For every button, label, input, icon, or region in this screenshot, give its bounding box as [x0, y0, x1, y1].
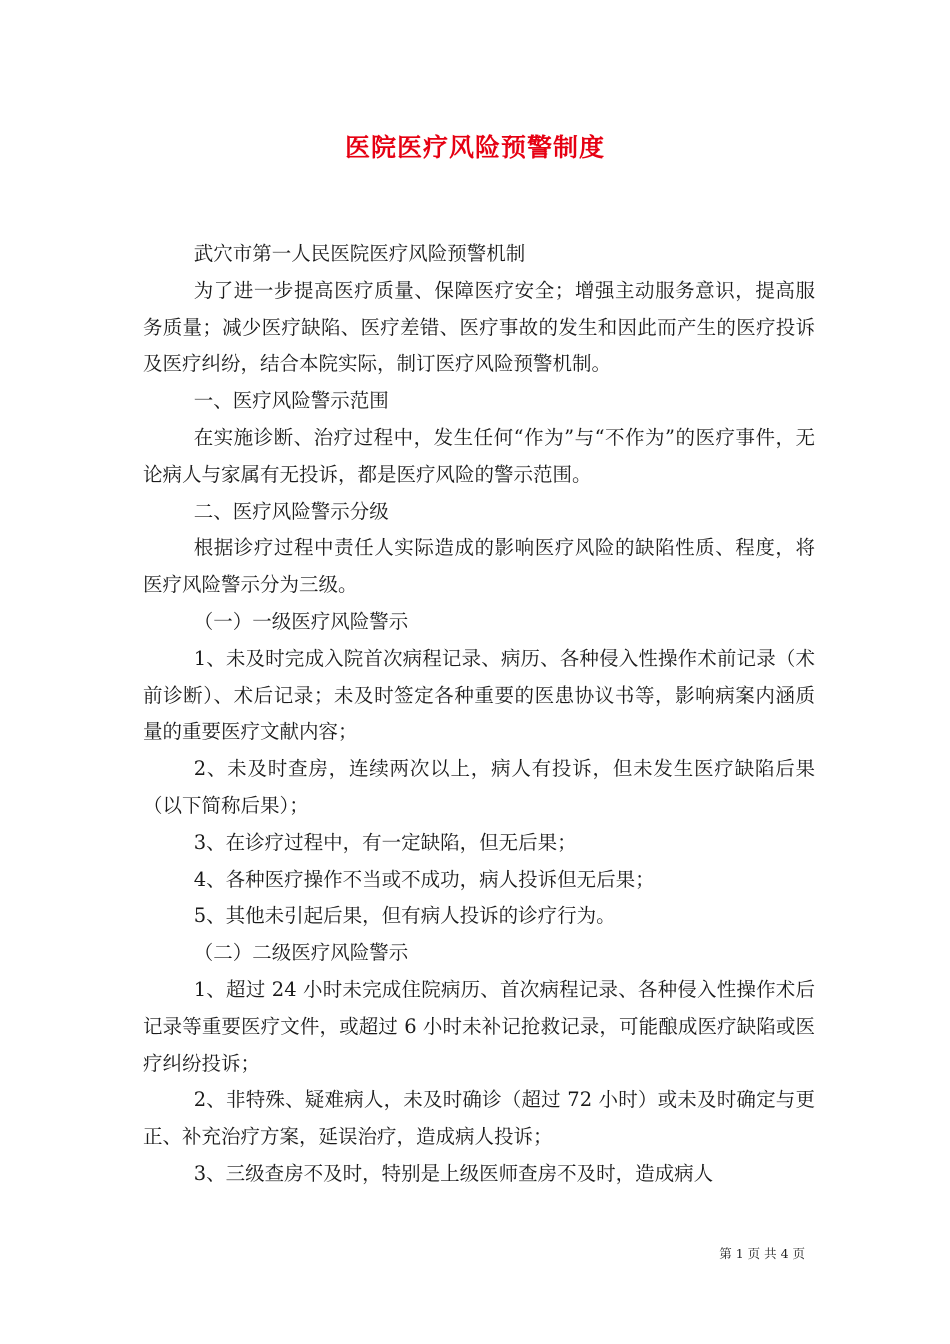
list-item: 3、三级查房不及时，特别是上级医师查房不及时，造成病人 — [193, 1161, 714, 1185]
paragraph-intro: 为了进一步提高医疗质量、保障医疗安全；增强主动服务意识，提高服务质量；减少医疗缺陷、医疗差错、医疗事故的发生和因此而产生的医疗投诉及医疗纠纷，结合本院实际，制订医疗风险预警机制。 — [143, 278, 815, 376]
paragraph-hospital-name: 武穴市第一人民医院医疗风险预警机制 — [193, 242, 526, 265]
document-title: 医院医疗风险预警制度 — [344, 133, 605, 162]
subsection-heading-level-one: （一）一级医疗风险警示 — [193, 609, 409, 633]
list-item: 2、非特殊、疑难病人，未及时确诊（超过 72 小时）或未及时确定与更正、补充治疗方案，延误治疗，造成病人投诉； — [143, 1088, 815, 1149]
list-item: 2、未及时查房，连续两次以上，病人有投诉，但未发生医疗缺陷后果（以下简称后果）； — [143, 757, 815, 817]
page-number: 第 1 页 共 4 页 — [719, 1246, 805, 1261]
document-body — [143, 236, 815, 1193]
section-heading-scope: 一、医疗风险警示范围 — [193, 389, 389, 413]
list-item: 1、超过 24 小时未完成住院病历、首次病程记录、各种侵入性操作术后记录等重要医疗文件，或超过 6 小时未补记抢救记录，可能酿成医疗缺陷或医疗纠纷投诉； — [143, 977, 815, 1075]
list-item: 5、其他未引起后果，但有病人投诉的诊疗行为。 — [193, 904, 616, 928]
paragraph-levels: 根据诊疗过程中责任人实际造成的影响医疗风险的缺陷性质、程度，将医疗风险警示分为三级。 — [143, 536, 815, 597]
list-item: 3、在诊疗过程中，有一定缺陷，但无后果； — [193, 830, 577, 854]
list-item: 1、未及时完成入院首次病程记录、病历、各种侵入性操作术前记录（术前诊断）、术后记录；未及时签定各种重要的医患协议书等，影响病案内涵质量的重要医疗文献内容； — [143, 646, 815, 744]
paragraph-scope: 在实施诊断、治疗过程中，发生任何“作为”与“不作为”的医疗事件，无论病人与家属有无投诉，都是医疗风险的警示范围。 — [143, 425, 815, 486]
subsection-heading-level-two: （二）二级医疗风险警示 — [193, 941, 409, 965]
section-heading-levels: 二、医疗风险警示分级 — [193, 499, 389, 523]
list-item: 4、各种医疗操作不当或不成功，病人投诉但无后果； — [193, 867, 655, 891]
